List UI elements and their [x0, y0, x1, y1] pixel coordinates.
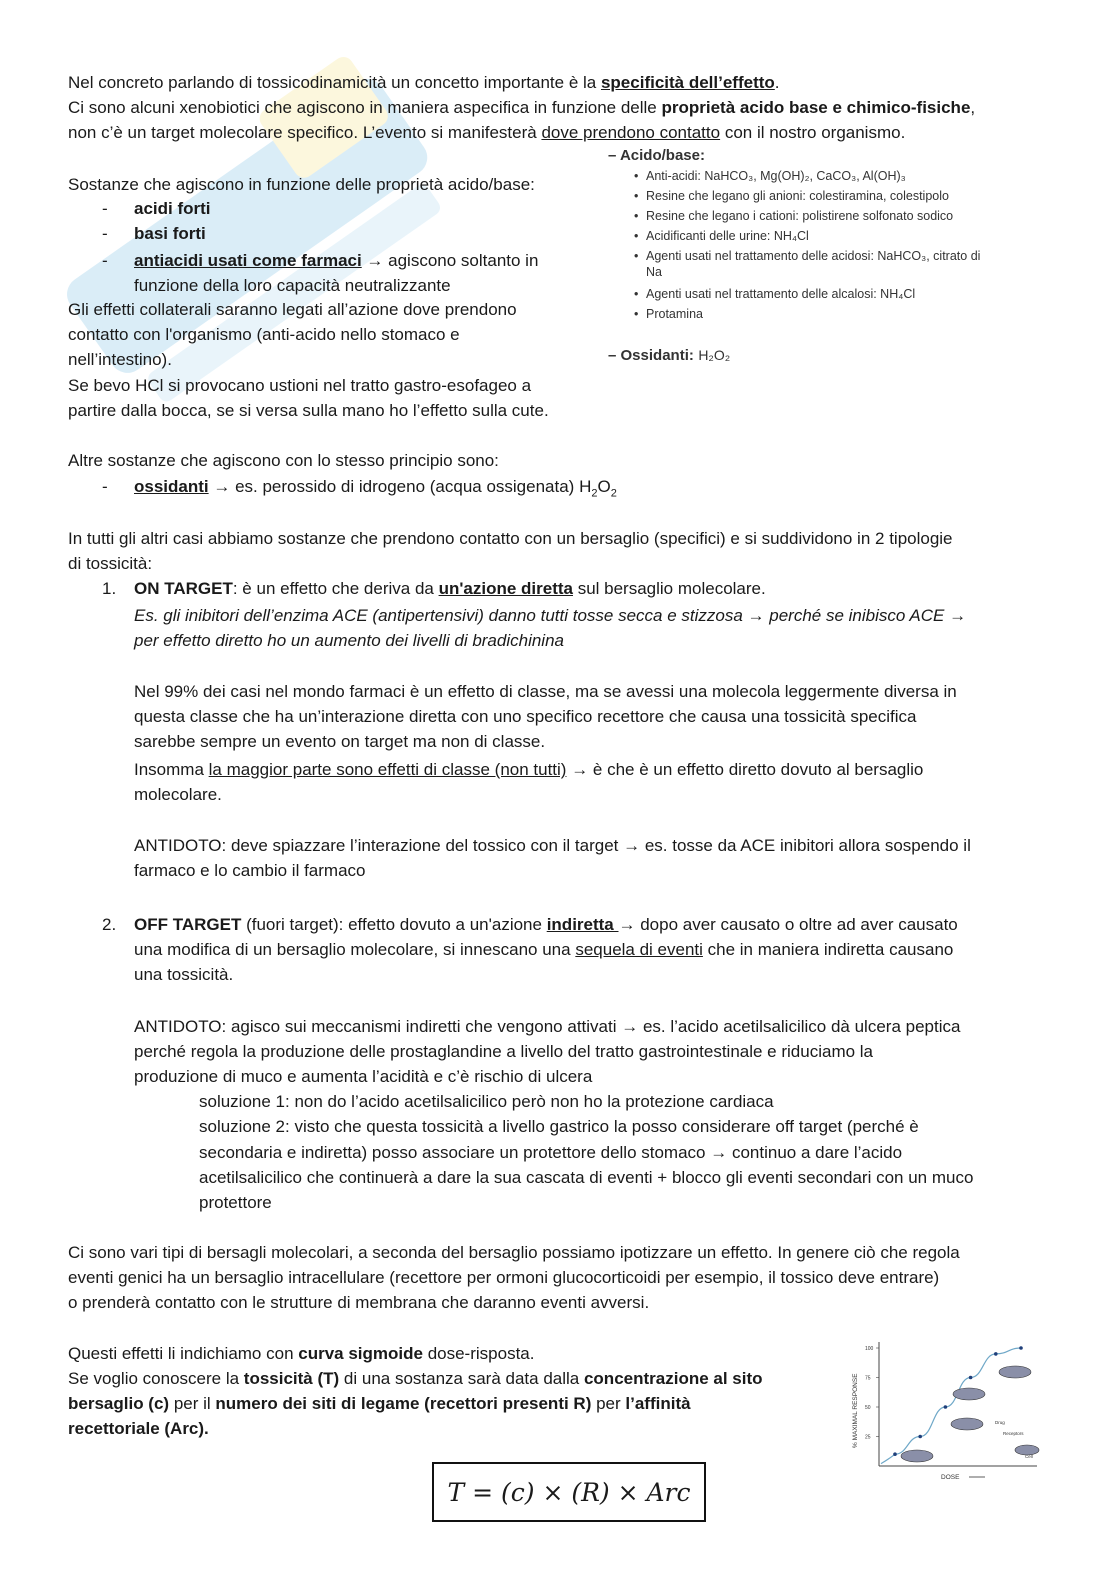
- effects-line-3: nell’intestino).: [68, 350, 172, 369]
- y-tick-label: 50: [865, 1405, 871, 1411]
- on-target-antidote-1: ANTIDOTO: deve spiazzare l’interazione del tossico con il target → es. tosse da ACE inibitori allora sospendo il: [134, 836, 971, 855]
- bullet-dash: -: [102, 251, 108, 270]
- list-number: 1.: [102, 579, 117, 598]
- acid-item-3-cont: funzione della loro capacità neutralizzante: [134, 276, 451, 295]
- on-target-para-1: Nel 99% dei casi nel mondo farmaci è un effetto di classe, ma se avessi una molecola leggermente diversa in: [134, 682, 957, 701]
- figure-acid-item-cont: Na: [646, 265, 662, 279]
- figure-acid-item: • Acidificanti delle urine: NH₄Cl: [608, 226, 980, 246]
- data-point: [918, 1435, 922, 1439]
- acid-item-1: acidi forti: [134, 199, 211, 218]
- intro-line-2: Ci sono alcuni xenobiotici che agiscono in maniera aspecifica in funzione delle proprietà acido base e chimico-fisiche,: [68, 98, 976, 117]
- curve-line-1: Questi effetti li indichiamo con curva sigmoide dose-risposta.: [68, 1344, 535, 1363]
- on-target-para-5: molecolare.: [134, 785, 222, 804]
- cell-glyph: [951, 1418, 983, 1430]
- toxicity-formula: T = (c) × (R) × Arc: [432, 1462, 706, 1522]
- list-number: 2.: [102, 915, 117, 934]
- on-target-antidote-2: farmaco e lo cambio il farmaco: [134, 861, 366, 880]
- off-target-line-2: una modifica di un bersaglio molecolare, si innescano una sequela di eventi che in maniera indiretta causano: [134, 940, 954, 959]
- figure-acid-item: • Protamina: [608, 304, 980, 324]
- solution-2-line-1: soluzione 2: visto che questa tossicità a livello gastrico la posso considerare off target (perché è: [199, 1117, 919, 1136]
- data-point: [893, 1452, 897, 1456]
- curve-line-4: recettoriale (Arc).: [68, 1419, 209, 1438]
- figure-acid-item: • Agenti usati nel trattamento delle alcalosi: NH₄Cl: [608, 284, 980, 304]
- cell-glyph: [999, 1366, 1031, 1378]
- on-target-para-4: Insomma la maggior parte sono effetti di classe (non tutti) → è che è un effetto diretto dovuto al bersaglio: [134, 760, 924, 779]
- off-target-antidote-3: produzione di muco e aumenta l’acidità e c’è rischio di ulcera: [134, 1067, 593, 1086]
- targets-intro-line-2: di tossicità:: [68, 554, 153, 573]
- data-point: [969, 1376, 973, 1380]
- bersagli-line-1: Ci sono vari tipi di bersagli molecolari, a seconda del bersaglio possiamo ipotizzare un effetto. In genere ciò che regola: [68, 1243, 960, 1262]
- data-point: [1019, 1346, 1023, 1350]
- solution-2-line-4: protettore: [199, 1193, 272, 1212]
- data-point: [994, 1352, 998, 1356]
- figure-acid-item: • Resine che legano i cationi: polistirene solfonato sodico: [608, 206, 980, 226]
- bullet-dash: -: [102, 199, 108, 218]
- hcl-line-1: Se bevo HCl si provocano ustioni nel tratto gastro-esofageo a: [68, 376, 532, 395]
- curve-line-3: bersaglio (c) per il numero dei siti di legame (recettori presenti R) per l’affinità: [68, 1394, 691, 1413]
- acid-base-figure: [608, 146, 980, 366]
- y-tick-label: 75: [865, 1375, 871, 1382]
- intro-line-1: Nel concreto parlando di tossicodinamicità un concetto importante è la specificità dell’effetto.: [68, 73, 780, 92]
- on-target-para-2: questa classe che ha un’interazione diretta con uno specifico recettore che causa una tossicità specifica: [134, 707, 917, 726]
- bersagli-line-2: eventi genici ha un bersaglio intracellulare (recettore per ormoni glucocorticoidi per esempio, il tossico deve entrare): [68, 1268, 940, 1287]
- data-point: [944, 1405, 948, 1409]
- off-target-antidote-2: perché regola la produzione delle prostaglandine a livello del tratto gastrointestinale e riduciamo la: [134, 1042, 874, 1061]
- off-target-title: OFF TARGET (fuori target): effetto dovuto a un'azione indiretta → dopo aver causato o oltre ad aver causato: [134, 915, 958, 934]
- y-tick-label: 25: [865, 1434, 871, 1441]
- effects-line-1: Gli effetti collaterali saranno legati all’azione dove prendono: [68, 300, 517, 319]
- cell-label: Cell: [1025, 1454, 1033, 1459]
- solution-2-line-3: acetilsalicilico che continuerà a dare la sua cascata di eventi + blocco gli eventi secondari con un muco: [199, 1168, 974, 1187]
- effects-line-2: contatto con l'organismo (anti-acido nello stomaco e: [68, 325, 460, 344]
- solution-2-line-2: secondaria e indiretta) posso associare un protettore dello stomaco → continuo a dare l’acido: [199, 1143, 903, 1162]
- bullet-dash: -: [102, 477, 108, 496]
- on-target-example-1: Es. gli inibitori dell’enzima ACE (antipertensivi) danno tutti tosse secca e stizzosa → perché se inibisco ACE →: [134, 606, 967, 625]
- cell-glyph: [953, 1388, 985, 1400]
- figure-acid-item: • Anti-acidi: NaHCO₃, Mg(OH)₂, CaCO₃, Al(OH)₃: [608, 166, 980, 186]
- x-axis-label: DOSE: [941, 1474, 960, 1481]
- targets-intro-line-1: In tutti gli altri casi abbiamo sostanze che prendono contatto con un bersaglio (specifici) e si suddividono in 2 tipologie: [68, 529, 953, 548]
- acid-item-3: antiacidi usati come farmaci → agiscono soltanto in: [134, 251, 539, 270]
- receptors-label: Receptors: [1003, 1431, 1024, 1436]
- intro-line-3: non c’è un target molecolare specifico. L’evento si manifesterà dove prendono contatto con il nostro organismo.: [68, 123, 906, 142]
- dose-response-chart: [845, 1338, 1045, 1483]
- y-tick-label: 100: [865, 1346, 874, 1352]
- other-intro: Altre sostanze che agiscono con lo stesso principio sono:: [68, 451, 499, 470]
- hcl-line-2: partire dalla bocca, se si versa sulla mano ho l’effetto sulla cute.: [68, 401, 549, 420]
- figure-oxidants: – Ossidanti: H₂O₂: [608, 347, 731, 364]
- cell-glyph: [901, 1450, 933, 1462]
- on-target-example-2: per effetto diretto ho un aumento dei livelli di bradichinina: [134, 631, 564, 650]
- bersagli-line-3: o prenderà contatto con le strutture di membrana che daranno eventi avversi.: [68, 1293, 650, 1312]
- off-target-line-3: una tossicità.: [134, 965, 234, 984]
- off-target-antidote-1: ANTIDOTO: agisco sui meccanismi indiretti che vengono attivati → es. l’acido acetilsalicilico dà ulcera peptica: [134, 1017, 961, 1036]
- solution-1: soluzione 1: non do l’acido acetilsalicilico però non ho la protezione cardiaca: [199, 1092, 774, 1111]
- figure-acid-item: • Agenti usati nel trattamento delle acidosi: NaHCO₃, citrato di: [608, 248, 980, 264]
- on-target-para-3: sarebbe sempre un evento on target ma non di classe.: [134, 732, 546, 751]
- y-axis-label: % MAXIMAL RESPONSE: [852, 1373, 859, 1448]
- curve-line-2: Se voglio conoscere la tossicità (T) di una sostanza sarà data dalla concentrazione al sito: [68, 1369, 763, 1388]
- drug-label: Drug: [995, 1420, 1005, 1425]
- figure-acid-header: – Acido/base:: [608, 147, 705, 164]
- sigmoid-curve: [881, 1348, 1021, 1464]
- on-target-title: ON TARGET: è un effetto che deriva da un'azione diretta sul bersaglio molecolare.: [134, 579, 766, 598]
- figure-acid-item: • Resine che legano gli anioni: colestiramina, colestipolo: [608, 186, 980, 206]
- bullet-dash: -: [102, 224, 108, 243]
- acid-intro: Sostanze che agiscono in funzione delle proprietà acido/base:: [68, 175, 535, 194]
- oxidants-item: ossidanti → es. perossido di idrogeno (acqua ossigenata) $H_2O_2$: [134, 477, 617, 500]
- acid-item-2: basi forti: [134, 224, 206, 243]
